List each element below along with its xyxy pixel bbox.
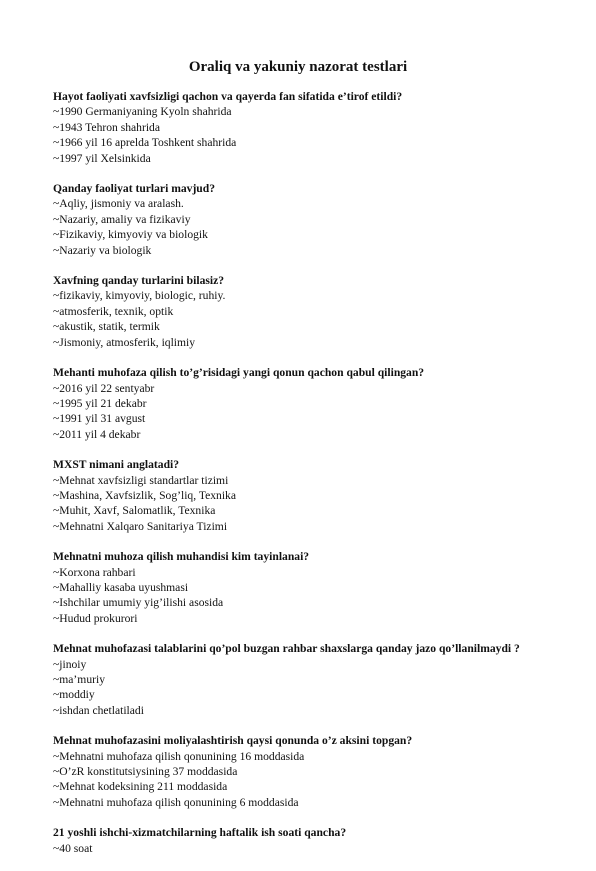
answer-option: ~O’zR konstitutsiysining 37 moddasida xyxy=(53,765,238,779)
answer-option: ~moddiy xyxy=(53,688,95,702)
answer-option: ~1966 yil 16 aprelda Toshkent shahrida xyxy=(53,136,237,150)
answer-option: ~2016 yil 22 sentyabr xyxy=(53,381,155,395)
question-block xyxy=(53,733,573,810)
answer-option: ~Jismoniy, atmosferik, iqlimiy xyxy=(53,335,196,349)
question-text: Mehnatni muhoza qilish muhandisi kim tayinlanai? xyxy=(53,550,310,564)
answer-option: ~1997 yil Xelsinkida xyxy=(53,151,151,165)
answer-option: ~1943 Tehron shahrida xyxy=(53,120,160,134)
answer-option: ~Mahalliy kasaba uyushmasi xyxy=(53,580,189,594)
answer-option: ~40 soat xyxy=(53,841,93,855)
question-block xyxy=(53,365,573,442)
answer-option: ~2011 yil 4 dekabr xyxy=(53,427,141,441)
question-text: Mehnat muhofazasi talablarini qo’pol buzgan rahbar shaxslarga qanday jazo qo’llanilmaydi ? xyxy=(53,642,520,656)
question-text: Hayot faoliyati xavfsizligi qachon va qayerda fan sifatida e’tirof etildi? xyxy=(53,90,403,103)
answer-option: ~1990 Germaniyaning Kyoln shahrida xyxy=(53,105,232,119)
answer-option: ~1995 yil 21 dekabr xyxy=(53,396,147,410)
page-title: Oraliq va yakuniy nazorat testlari xyxy=(188,59,408,75)
answer-option: ~Mehnatni muhofaza qilish qonunining 6 moddasida xyxy=(53,795,299,809)
question-block xyxy=(53,89,573,166)
answer-option: ~Mehnatni muhofaza qilish qonunining 16 moddasida xyxy=(53,749,305,763)
question-text: MXST nimani anglatadi? xyxy=(53,458,180,472)
answer-option: ~Mashina, Xavfsizlik, Sog’liq, Texnika xyxy=(53,488,236,502)
answer-option: ~Nazariy, amaliy va fizikaviy xyxy=(53,212,191,226)
question-text: Qanday faoliyat turlari mavjud? xyxy=(53,182,215,196)
answer-option: ~Mehnat kodeksining 211 moddasida xyxy=(53,780,228,794)
question-list xyxy=(53,89,573,871)
answer-option: ~Fizikaviy, kimyoviy va biologik xyxy=(53,228,208,242)
answer-option: ~1991 yil 31 avgust xyxy=(53,412,146,426)
question-block xyxy=(53,641,573,718)
question-block xyxy=(53,181,573,258)
question-text: Mehnat muhofazasini moliyalashtirish qaysi qonunda o’z aksini topgan? xyxy=(53,734,413,748)
answer-option: ~Mehnat xavfsizligi standartlar tizimi xyxy=(53,473,229,487)
answer-option: ~akustik, statik, termik xyxy=(53,320,160,334)
question-text: Xavfning qanday turlarini bilasiz? xyxy=(53,274,225,288)
answer-option: ~ma’muriy xyxy=(53,673,105,686)
question-block xyxy=(53,273,573,350)
answer-option: ~jinoiy xyxy=(53,657,87,671)
question-text: Mehanti muhofaza qilish to’g’risidagi yangi qonun qachon qabul qilingan? xyxy=(53,366,425,380)
question-block xyxy=(53,825,573,856)
answer-option: ~Hudud prokurori xyxy=(53,611,138,625)
answer-option: ~Muhit, Xavf, Salomatlik, Texnika xyxy=(53,504,216,518)
answer-option: ~Ishchilar umumiy yig’ilishi asosida xyxy=(53,596,224,610)
answer-option: ~ishdan chetlatiladi xyxy=(53,703,144,717)
answer-option: ~fizikaviy, kimyoviy, biologic, ruhiy. xyxy=(53,289,226,303)
answer-option: ~atmosferik, texnik, optik xyxy=(53,304,174,318)
question-text: 21 yoshli ishchi-xizmatchilarning haftalik ish soati qancha? xyxy=(53,826,347,840)
question-block xyxy=(53,549,573,626)
answer-option: ~Korxona rahbari xyxy=(53,565,136,579)
answer-option: ~Mehnatni Xalqaro Sanitariya Tizimi xyxy=(53,519,228,533)
answer-option: ~Nazariy va biologik xyxy=(53,243,152,257)
answer-option: ~Aqliy, jismoniy va aralash. xyxy=(53,197,184,211)
question-block xyxy=(53,457,573,534)
